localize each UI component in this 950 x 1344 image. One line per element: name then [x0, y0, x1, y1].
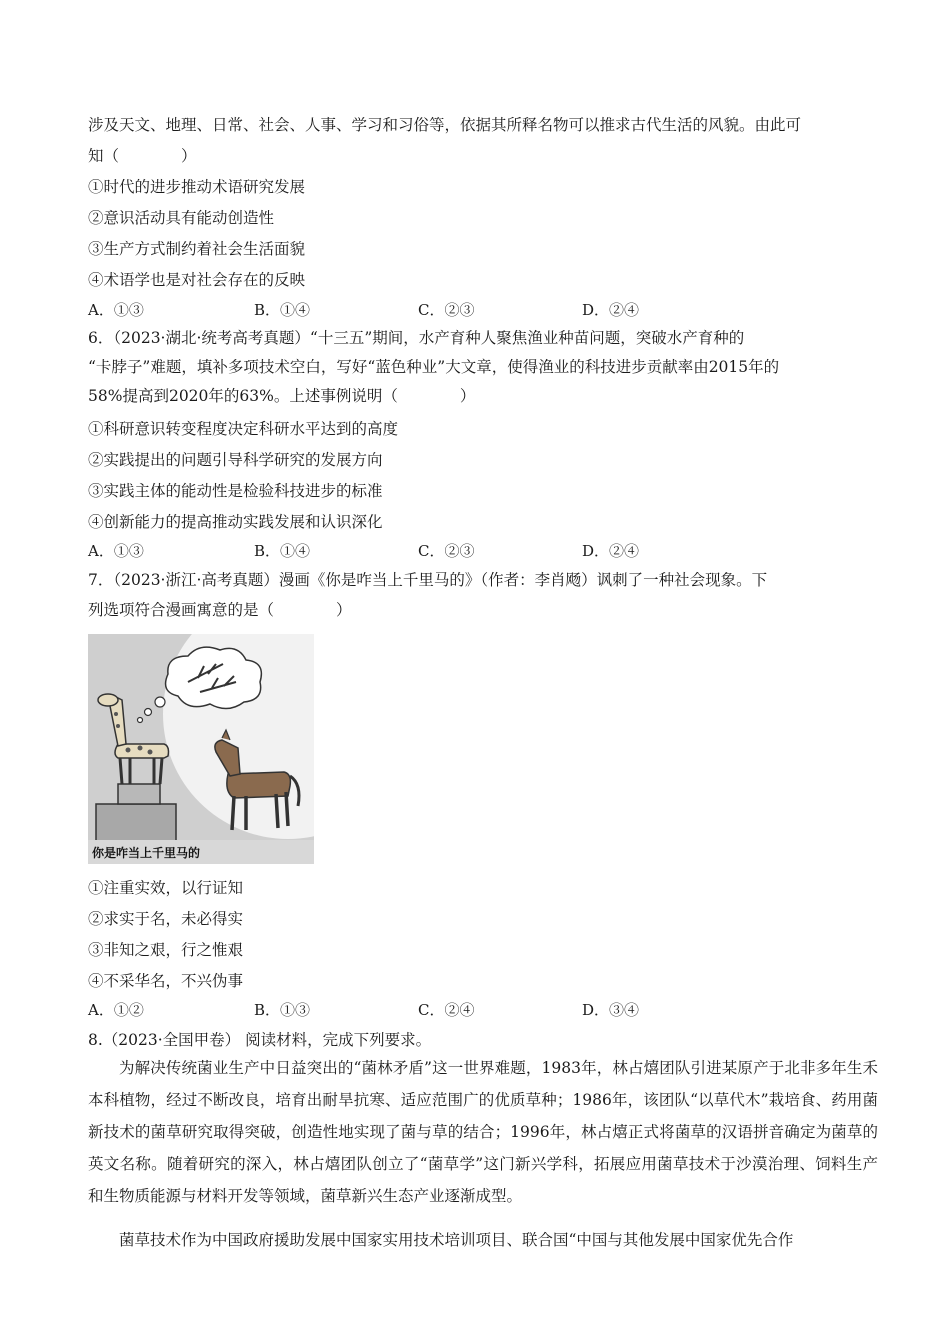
bubble-dot	[145, 709, 152, 716]
q7-item-2: ②求实于名，未必得实	[88, 910, 244, 928]
q7-option-a[interactable]: A．①②	[88, 1001, 144, 1019]
q5-item-4: ④术语学也是对社会存在的反映	[88, 271, 306, 289]
q7-option-d[interactable]: D．③④	[582, 1001, 640, 1019]
q5-item-3: ③生产方式制约着社会生活面貌	[88, 240, 306, 258]
q8-material-paragraph-2: 菌草技术作为中国政府援助发展中国家实用技术培训项目、联合国“中国与其他发展中国家优先合作	[119, 1231, 794, 1249]
q5-option-c[interactable]: C．②③	[418, 301, 475, 319]
q5-option-a[interactable]: A．①③	[88, 301, 144, 319]
giraffe	[98, 694, 169, 784]
q7-line-2: 列选项符合漫画寓意的是（ ）	[88, 601, 352, 619]
bubble-dot	[155, 697, 165, 707]
q6-item-4: ④创新能力的提高推动实践发展和认识深化	[88, 513, 383, 531]
q5-option-b[interactable]: B．①④	[254, 301, 311, 319]
comic-image	[88, 634, 314, 864]
q7-line-1: 7．（2023·浙江·高考真题）漫画《你是咋当上千里马的》（作者：李肖飏）讽刺了一种社会现象。下	[88, 571, 768, 589]
comic-caption: 你是咋当上千里马的	[92, 846, 201, 860]
q6-options	[88, 540, 868, 562]
q6-option-c[interactable]: C．②③	[418, 542, 475, 560]
q6-line-2: “卡脖子”难题，填补多项技术空白，写好“蓝色种业”大文章，使得渔业的科技进步贡献率由2015年的	[88, 358, 780, 376]
q7-option-c[interactable]: C．②④	[418, 1001, 475, 1019]
bubble-dot	[138, 718, 143, 723]
q6-option-a[interactable]: A．①③	[88, 542, 144, 560]
q5-options	[88, 299, 868, 321]
q7-option-b[interactable]: B．①③	[254, 1001, 311, 1019]
q7-item-4: ④不采华名，不兴伪事	[88, 972, 244, 990]
q5-line-1: 涉及天文、地理、日常、社会、人事、学习和习俗等，依据其所释名物可以推求古代生活的风貌。由此可	[88, 116, 802, 134]
q7-item-1: ①注重实效，以行证知	[88, 879, 244, 897]
q6-line-1: 6．（2023·湖北·统考高考真题）“十三五”期间，水产育种人聚焦渔业种苗问题，突破水产育种的	[88, 329, 745, 347]
q8-heading: 8.（2023·全国甲卷） 阅读材料，完成下列要求。	[88, 1031, 432, 1049]
q7-item-3: ③非知之艰，行之惟艰	[88, 941, 244, 959]
podium-base	[96, 804, 176, 844]
comic-illustration	[88, 634, 314, 864]
q6-option-d[interactable]: D．②④	[582, 542, 640, 560]
q5-line-2: 知（ ）	[88, 147, 197, 165]
q5-item-2: ②意识活动具有能动创造性	[88, 209, 275, 227]
q7-options	[88, 999, 868, 1021]
q5-option-d[interactable]: D．②④	[582, 301, 640, 319]
q6-item-2: ②实践提出的问题引导科学研究的发展方向	[88, 451, 383, 469]
q6-item-1: ①科研意识转变程度决定科研水平达到的高度	[88, 420, 399, 438]
q6-item-3: ③实践主体的能动性是检验科技进步的标准	[88, 482, 383, 500]
podium-top	[118, 784, 160, 804]
q6-option-b[interactable]: B．①④	[254, 542, 311, 560]
q6-line-3: 58%提高到2020年的63%。上述事例说明（ ）	[88, 387, 476, 405]
q8-material-paragraph-1: 为解决传统菌业生产中日益突出的“菌林矛盾”这一世界难题，1983年，林占熺团队引进某原产于北非多年生禾本科植物，经过不断改良，培育出耐旱抗寒、适应范围广的优质草种；1986年，该团队“以草代木”栽培食、药用菌新技术的菌草研究取得突破，创造性地实现了菌与草的结合；1996年，林占熺正式将菌草的汉语拼音确定为菌草的英文名称。随着研究的深入，林占熺团队创立了“菌草学”这门新兴学科，拓展应用菌草技术于沙漠治理、饲料生产和生物质能源与材料开发等领域，菌草新兴生态产业逐渐成型。	[88, 1059, 878, 1205]
q5-item-1: ①时代的进步推动术语研究发展	[88, 178, 306, 196]
